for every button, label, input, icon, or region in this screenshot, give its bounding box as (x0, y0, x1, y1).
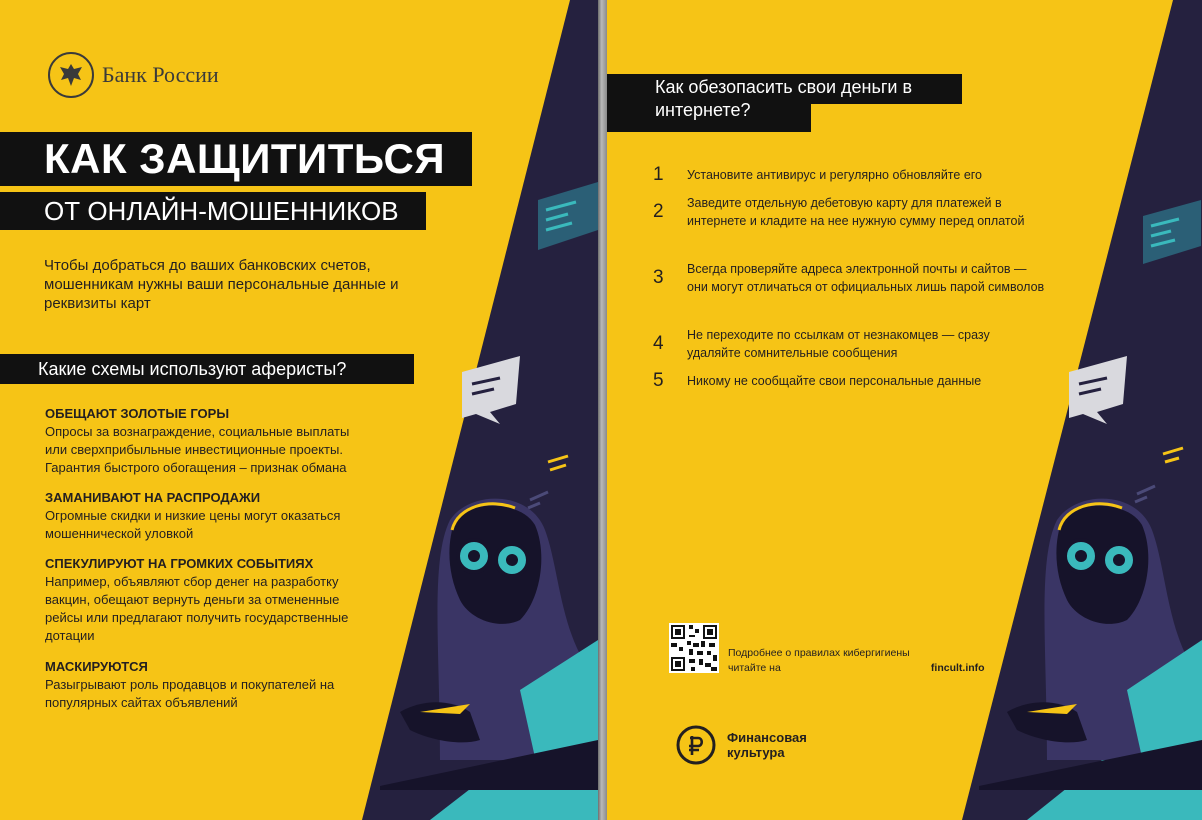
tip-item (653, 164, 1053, 186)
tip-number: 1 (653, 164, 664, 185)
tip-item (653, 326, 1053, 362)
fincult-link[interactable]: fincult.info (930, 662, 985, 674)
scheme-item (45, 405, 375, 477)
scheme-heading: СПЕКУЛИРУЮТ НА ГРОМКИХ СОБЫТИЯХ (45, 556, 314, 571)
ruble-icon (675, 724, 717, 766)
tip-number: 2 (653, 201, 664, 222)
page-title-line-2: ОТ ОНЛАЙН-МОШЕННИКОВ (0, 192, 426, 230)
left-page (0, 0, 598, 820)
tip-number: 5 (653, 370, 664, 391)
tip-text: Никому не сообщайте свои персональные данные (687, 374, 982, 388)
bank-of-russia-emblem-icon (48, 52, 94, 98)
more-info-text (728, 646, 985, 676)
scheme-text: Разыгрывают роль продавцов и покупателей на популярных сайтах объявлений (45, 677, 335, 710)
page-gutter (598, 0, 607, 820)
bank-name: Банк России (102, 62, 219, 87)
qr-code-icon[interactable] (669, 623, 719, 673)
bank-logo (48, 52, 219, 98)
scheme-item (45, 555, 375, 645)
scheme-text: Например, объявляют сбор денег на разработку вакцин, обещают вернуть деньги за отмененные рейсы или предлагают получить государственные дотации (45, 574, 349, 643)
scheme-item (45, 658, 375, 712)
tip-number: 4 (653, 333, 664, 354)
tips-heading: Как обезопасить свои деньги в интернете? (655, 77, 913, 120)
tip-item (653, 194, 1053, 230)
right-page (607, 0, 1202, 820)
tip-text: Заведите отдельную дебетовую карту для платежей в интернете и кладите на нее нужную сумму перед оплатой (687, 196, 1025, 228)
schemes-heading: Какие схемы используют аферисты? (0, 354, 414, 384)
tip-text: Не переходите по ссылкам от незнакомцев — сразу удаляйте сомнительные сообщения (687, 328, 990, 360)
tip-item (653, 370, 1053, 392)
more-info-label: Подробнее о правилах кибергигиены читайте на (728, 647, 910, 674)
scheme-item (45, 489, 375, 543)
intro-text: Чтобы добраться до ваших банковских счетов, мошенникам нужны ваши персональные данные и реквизиты карт (44, 257, 399, 312)
tip-item (653, 260, 1053, 296)
scheme-heading: ОБЕЩАЮТ ЗОЛОТЫЕ ГОРЫ (45, 406, 230, 421)
tip-number: 3 (653, 267, 664, 288)
page-title-line-1: КАК ЗАЩИТИТЬСЯ (0, 132, 472, 186)
fincult-logo (675, 724, 827, 766)
scheme-heading: МАСКИРУЮТСЯ (45, 659, 148, 674)
scheme-text: Огромные скидки и низкие цены могут оказаться мошеннической уловкой (45, 508, 341, 541)
scheme-heading: ЗАМАНИВАЮТ НА РАСПРОДАЖИ (45, 490, 261, 505)
fincult-label: Финансовая культура (727, 730, 807, 760)
scheme-text: Опросы за вознаграждение, социальные выплаты или сверхприбыльные инвестиционные проекты. Гарантия быстрого обогащения – признак обмана (45, 424, 350, 475)
tip-text: Установите антивирус и регулярно обновляйте его (687, 168, 983, 182)
tip-text: Всегда проверяйте адреса электронной почты и сайтов — они могут отличаться от официальных лишь парой символов (687, 262, 1045, 294)
